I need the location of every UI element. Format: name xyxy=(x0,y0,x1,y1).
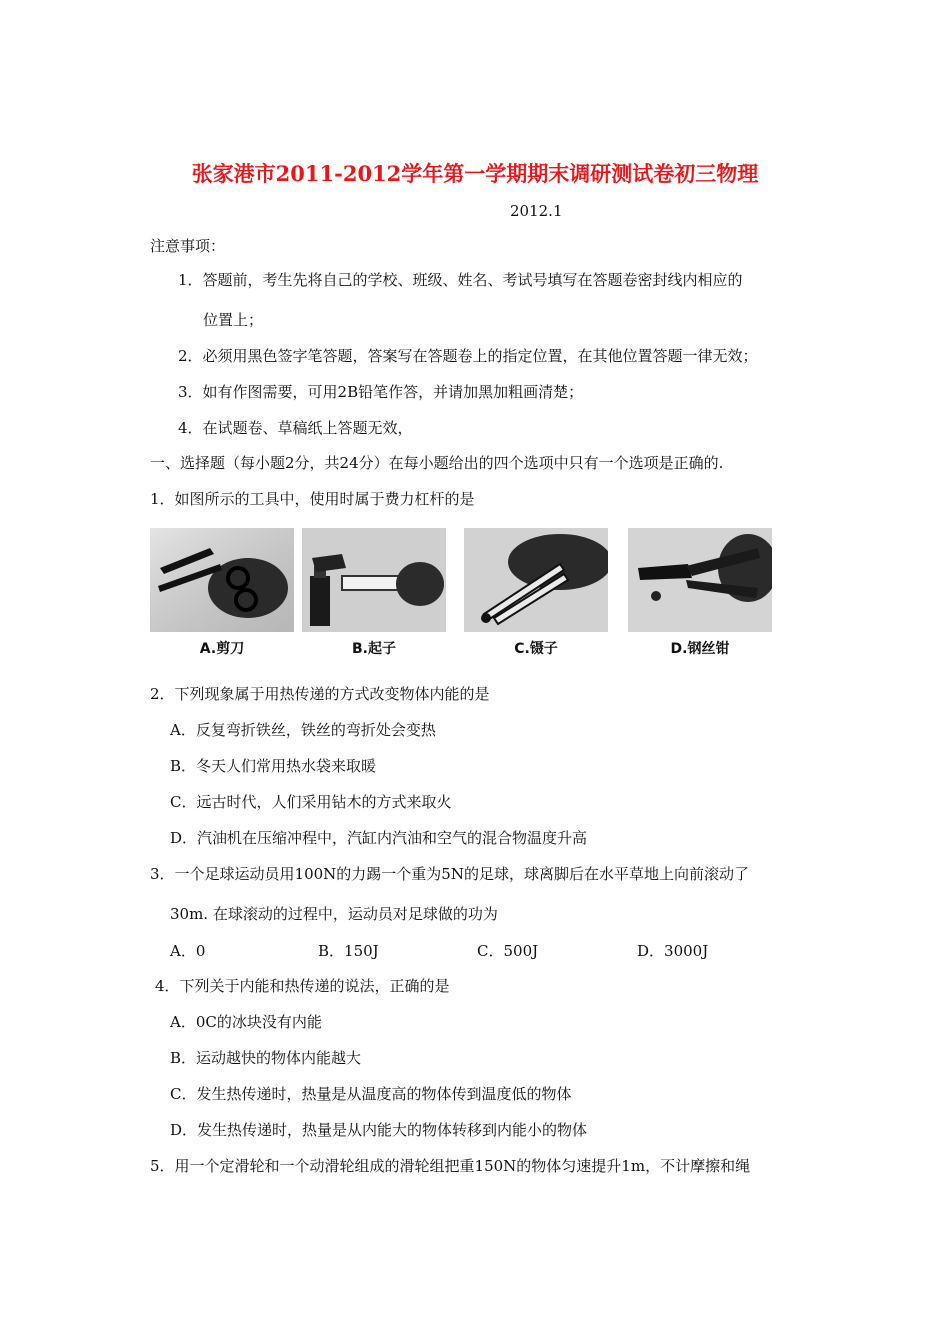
q2-option-c: C．远古时代，人们采用钻木的方式来取火 xyxy=(170,793,452,811)
caption-d: D.钢丝钳 xyxy=(670,641,730,657)
q1-figure-row xyxy=(150,528,790,660)
tweezers-photo-icon xyxy=(464,528,608,632)
q2-option-b: B．冬天人们常用热水袋来取暖 xyxy=(170,757,377,775)
page-title: 张家港市2011-2012学年第一学期期末调研测试卷初三物理 xyxy=(191,161,759,186)
figure-scissors xyxy=(150,528,294,660)
q2-option-d: D．汽油机在压缩冲程中，汽缸内汽油和空气的混合物温度升高 xyxy=(170,829,588,847)
figure-pliers xyxy=(628,528,772,660)
notice-item-3: 3．如有作图需要，可用2B铅笔作答，并请加黑加粗画清楚； xyxy=(178,383,584,401)
q3-stem: 3．一个足球运动员用100N的力踢一个重为5N的足球，球离脚后在水平草地上向前滚动了 xyxy=(150,865,749,883)
pliers-photo-icon xyxy=(628,528,772,632)
figure-tweezers xyxy=(464,528,608,660)
figure-bottle-opener xyxy=(302,528,446,660)
q3-option-d: D．3000J xyxy=(637,942,709,960)
q4-stem: 4．下列关于内能和热传递的说法，正确的是 xyxy=(155,977,450,995)
notice-item-4: 4．在试题卷、草稿纸上答题无效， xyxy=(178,419,413,437)
notice-item-2: 2．必须用黑色签字笔答题，答案写在答题卷上的指定位置，在其他位置答题一律无效； xyxy=(178,347,758,365)
q3-stem-cont: 30m. 在球滚动的过程中，运动员对足球做的功为 xyxy=(170,905,498,923)
q4-option-a: A．0C的冰块没有内能 xyxy=(170,1013,322,1031)
q4-option-d: D．发生热传递时，热量是从内能大的物体转移到内能小的物体 xyxy=(170,1121,588,1139)
notice-item-1-cont: 位置上； xyxy=(203,311,264,329)
section-heading: 一、选择题（每小题2分，共24分）在每小题给出的四个选项中只有一个选项是正确的. xyxy=(150,454,724,472)
exam-date: 2012.1 xyxy=(510,202,563,220)
notice-item-1: 1．答题前，考生先将自己的学校、班级、姓名、考试号填写在答题卷密封线内相应的 xyxy=(178,271,743,289)
q2-option-a: A．反复弯折铁丝，铁丝的弯折处会变热 xyxy=(170,721,436,739)
q2-stem: 2．下列现象属于用热传递的方式改变物体内能的是 xyxy=(150,685,490,703)
bottle-opener-photo-icon xyxy=(302,528,446,632)
q4-option-c: C．发生热传递时，热量是从温度高的物体传到温度低的物体 xyxy=(170,1085,572,1103)
q3-option-b: B．150J xyxy=(318,942,379,960)
caption-a: A.剪刀 xyxy=(199,641,245,657)
q3-option-c: C．500J xyxy=(477,942,539,960)
caption-b: B.起子 xyxy=(352,641,396,657)
caption-c: C.镊子 xyxy=(514,641,558,657)
q5-stem: 5．用一个定滑轮和一个动滑轮组成的滑轮组把重150N的物体匀速提升1m，不计摩擦和绳 xyxy=(150,1157,751,1175)
q4-option-b: B．运动越快的物体内能越大 xyxy=(170,1049,362,1067)
q3-option-a: A．0 xyxy=(170,942,206,960)
q1-stem: 1．如图所示的工具中，使用时属于费力杠杆的是 xyxy=(150,490,475,508)
scissors-photo-icon xyxy=(150,528,294,632)
notice-heading: 注意事项： xyxy=(150,237,226,255)
